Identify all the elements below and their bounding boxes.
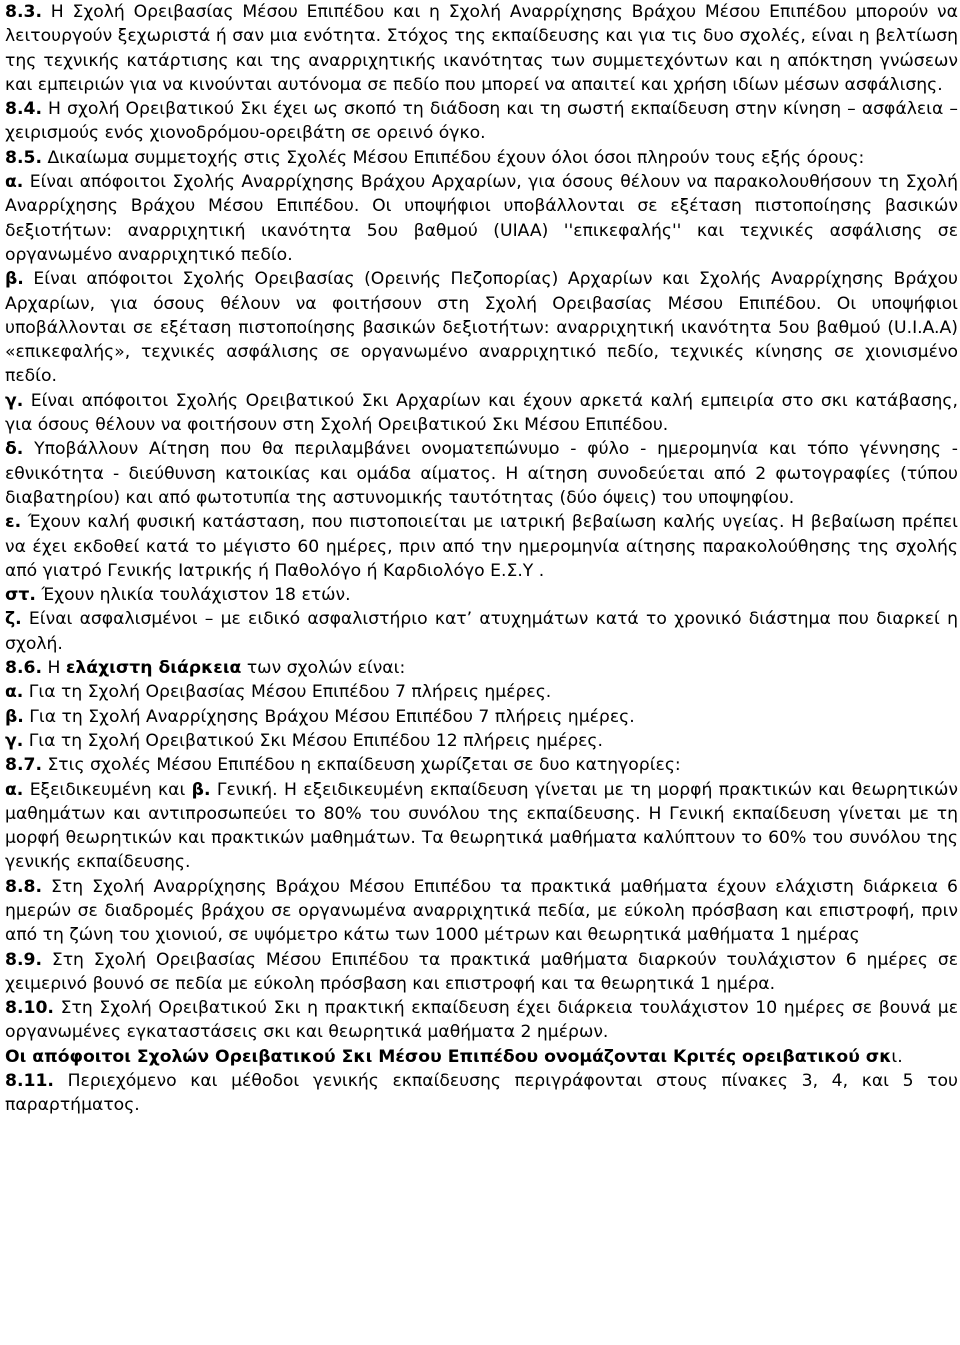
section-text-emphasis: ελάχιστη διάρκεια [65, 658, 242, 679]
item-text: Για τη Σχολή Αναρρίχησης Βράχου Μέσου Επιπέδου 7 πλήρεις ημέρες. [23, 706, 635, 727]
item-text: Εξειδικευμένη και [23, 779, 192, 800]
section-8-6 [5, 656, 958, 680]
item-label: α. [5, 682, 24, 703]
graduates-note-tail: ι. [891, 1046, 903, 1067]
section-number: 8.8. [5, 876, 42, 897]
condition-item-b [5, 267, 958, 388]
section-text: Περιεχόμενο και μέθοδοι γενικής εκπαίδευσης περιγράφονται στους πίνακες 3, 4, και 5 του παραρτήματος. [5, 1071, 958, 1116]
duration-item-b [5, 705, 958, 729]
item-text: Για τη Σχολή Ορειβασίας Μέσου Επιπέδου 7 πλήρεις ημέρες. [23, 682, 552, 703]
item-text: Έχουν ηλικία τουλάχιστον 18 ετών. [35, 585, 351, 606]
item-text: Γενική. Η εξειδικευμένη εκπαίδευση γίνεται με τη μορφή πρακτικών και θεωρητικών μαθημάτων και αντιπροσωπεύει το 80% του συνόλου της εκπαίδευσης. Η Γενική εκπαίδευση γίνεται με τη μορφή θεωρητικών και πρακτικών μαθημάτων. Τα θεωρητικά μαθήματα καλύπτουν το 60% του συνόλου της γενικής εκπαίδευσης. [5, 779, 958, 873]
section-text: Η Σχολή Ορειβασίας Μέσου Επιπέδου και η Σχολή Αναρρίχησης Βράχου Μέσου Επιπέδου μπορούν να λειτουργούν ξεχωριστά ή σαν μια ενότητα. Στόχος της εκπαίδευσης και για τις δυο σχολές, είναι η βελτίωση της τεχνικής κατάρτισης και της αναρριχητικής ικανότητας των συμμετεχόντων και η απόκτηση γνώσεων και εμπειριών για να κινούνται αυτόνομα σε πεδίο που μπορεί να απαιτεί και χρήση ιδίων μέσων ασφάλισης. [5, 2, 958, 95]
section-number: 8.9. [5, 949, 42, 970]
item-text: Είναι απόφοιτοι Σχολής Ορειβασίας (Ορεινής Πεζοπορίας) Αρχαρίων και Σχολής Αναρρίχησης Βράχου Αρχαρίων, για όσους θέλουν να φοιτήσουν στη Σχολή Ορειβασίας Μέσου Επιπέδου. Οι υποψήφιοι υποβάλλονται σε εξέταση πιστοποίησης βασικών δεξιοτήτων: αναρριχητική ικανότητα 5ου βαθμού (U.I.A.A) «επικεφαλής», τεχνικές ασφάλισης σε οργανωμένο αναρριχητικό πεδίο, τεχνικές κίνησης σε χιονισμένο πεδίο. [5, 269, 958, 387]
section-8-11 [5, 1069, 958, 1118]
item-label: ε. [5, 512, 22, 533]
section-number: 8.6. [5, 658, 42, 679]
item-label: στ. [5, 585, 36, 606]
item-text: Για τη Σχολή Ορειβατικού Σκι Μέσου Επιπέδου 12 πλήρεις ημέρες. [23, 730, 603, 751]
item-label: α. [5, 779, 24, 800]
section-8-3 [5, 0, 958, 97]
item-label: δ. [5, 439, 24, 460]
graduates-note [5, 1045, 958, 1069]
section-8-9 [5, 948, 958, 997]
item-text: Είναι απόφοιτοι Σχολής Ορειβατικού Σκι Αρχαρίων και έχουν αρκετά καλή εμπειρία στο σκι κατάβασης, για όσους θέλουν να φοιτήσουν στη Σχολή Ορειβατικού Σκι Μέσου Επιπέδου. [5, 390, 958, 436]
section-number: 8.5. [5, 147, 42, 168]
duration-item-c [5, 729, 958, 753]
item-text: Υποβάλλουν Αίτηση που θα περιλαμβάνει ονοματεπώνυμο - φύλο - ημερομηνία και τόπο γέννησης - εθνικότητα - διεύθυνση κατοικίας και ομάδα αίματος. Η αίτηση συνοδεύεται από 2 φωτογραφίες (τύπου διαβατηρίου) και από φωτοτυπία της αστυνομικής ταυτότητας (δύο όψεις) του υποψηφίου. [5, 439, 958, 508]
item-label: ζ. [5, 609, 22, 630]
item-label: β. [191, 779, 211, 800]
section-text: Η σχολή Ορειβατικού Σκι έχει ως σκοπό τη διάδοση και τη σωστή εκπαίδευση στην κίνηση – ασφάλεια – χειρισμούς ενός χιονοδρόμου-ορειβάτη σε ορεινό όγκο. [5, 99, 958, 144]
section-text: Δικαίωμα συμμετοχής στις Σχολές Μέσου Επιπέδου έχουν όλοι όσοι πληρούν τους εξής όρους: [41, 147, 865, 168]
section-number: 8.11. [5, 1071, 54, 1092]
section-text: Στις σχολές Μέσου Επιπέδου η εκπαίδευση χωρίζεται σε δυο κατηγορίες: [41, 755, 681, 776]
section-number: 8.4. [5, 99, 42, 120]
section-text: των σχολών είναι: [241, 658, 406, 679]
duration-item-a [5, 680, 958, 704]
section-8-8 [5, 875, 958, 948]
condition-item-a [5, 170, 958, 267]
item-text: Είναι απόφοιτοι Σχολής Αναρρίχησης Βράχου Αρχαρίων, για όσους θέλουν να παρακολουθήσουν τη Σχολή Αναρρίχησης Βράχου Μέσου Επιπέδου. Οι υποψήφιοι υποβάλλονται σε εξέταση πιστοποίησης βασικών δεξιοτήτων: αναρριχητική ικανότητα 5ου βαθμού (UIAA) ''επικεφαλής'' και τεχνικές ασφάλισης σε οργανωμένο αναρριχητικό πεδίο. [5, 172, 958, 265]
section-8-5 [5, 146, 958, 170]
item-label: α. [5, 172, 24, 193]
training-categories [5, 778, 958, 875]
item-label: γ. [5, 390, 24, 411]
item-text: Είναι ασφαλισμένοι – με ειδικό ασφαλιστήριο κατ’ ατυχημάτων κατά το χρονικό διάστημα που διαρκεί η σχολή. [5, 609, 958, 654]
section-text: Στη Σχολή Αναρρίχησης Βράχου Μέσου Επιπέδου τα πρακτικά μαθήματα έχουν ελάχιστη διάρκεια 6 ημερών σε διαδρομές βράχου σε οργανωμένα αναρριχητικά πεδία, με εύκολη πρόσβαση και επιστροφή, πριν από τη ζώνη του χιονιού, σε υψόμετρο κάτω των 1000 μέτρων και θεωρητικά μαθήματα 1 ημέρας [5, 876, 958, 946]
section-8-10 [5, 996, 958, 1045]
section-text: Η [41, 658, 66, 679]
condition-item-st [5, 583, 958, 607]
item-text: Έχουν καλή φυσική κατάσταση, που πιστοποιείται με ιατρική βεβαίωση καλής υγείας. Η βεβαίωση πρέπει να έχει εκδοθεί κατά το μέγιστο 60 ημέρες, πριν από την ημερομηνία αίτησης παρακολούθησης της σχολής από γιατρό Γενικής Ιατρικής ή Παθολόγο ή Καρδιολόγο Ε.Σ.Υ . [5, 512, 958, 581]
section-text: Στη Σχολή Ορειβατικού Σκι η πρακτική εκπαίδευση έχει διάρκεια τουλάχιστον 10 ημέρες σε βουνά με οργανωμένες εγκαταστάσεις σκι και θεωρητικά μαθήματα 2 ημέρων. [5, 998, 958, 1043]
section-number: 8.10. [5, 998, 54, 1019]
item-label: β. [5, 269, 24, 290]
condition-item-e [5, 510, 958, 583]
condition-item-d [5, 437, 958, 510]
section-text: Στη Σχολή Ορειβασίας Μέσου Επιπέδου τα πρακτικά μαθήματα διαρκούν τουλάχιστον 6 ημέρες σε χειμερινό βουνό σε πεδία με εύκολη πρόσβαση και επιστροφή και τα θεωρητικά 1 ημέρα. [5, 949, 958, 994]
section-8-4 [5, 97, 958, 146]
item-label: β. [5, 706, 24, 727]
section-number: 8.7. [5, 755, 42, 776]
section-8-7 [5, 753, 958, 777]
condition-item-c [5, 389, 958, 438]
graduates-note-text: Οι απόφοιτοι Σχολών Ορειβατικού Σκι Μέσου Επιπέδου ονομάζονται Κριτές ορειβατικού σκ [5, 1046, 892, 1067]
section-number: 8.3. [5, 2, 42, 22]
item-label: γ. [5, 730, 24, 751]
condition-item-z [5, 607, 958, 656]
